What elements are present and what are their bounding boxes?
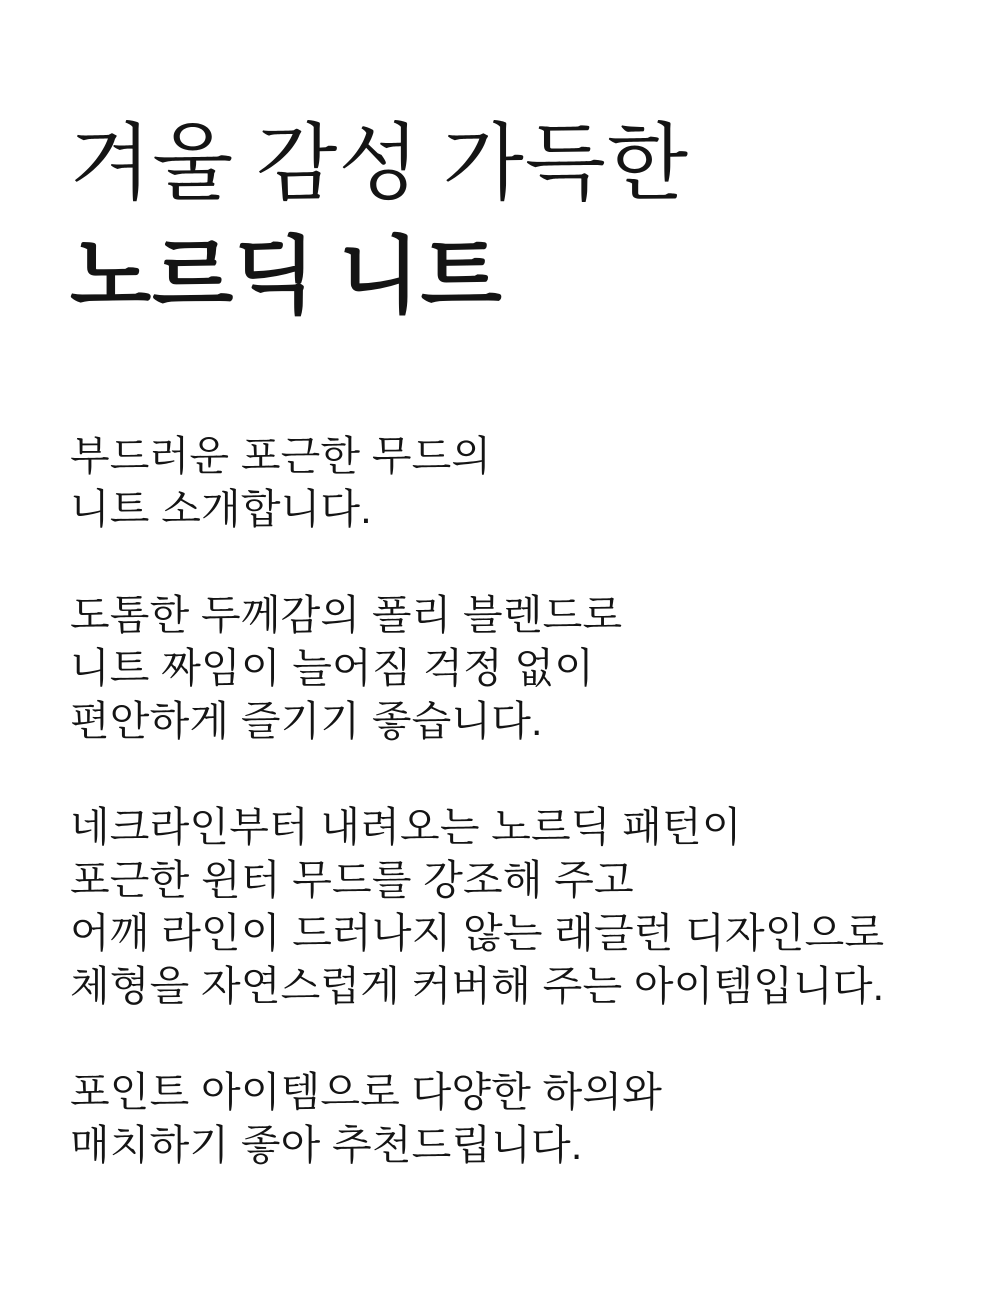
product-description-text xyxy=(70,430,970,1172)
text-line: 부드러운 포근한 무드의 xyxy=(70,433,492,479)
text-line: 체형을 자연스럽게 커버해 주는 아이템입니다. xyxy=(70,963,885,1009)
text-line: 편안하게 즐기기 좋습니다. xyxy=(70,698,543,744)
text-line: 매치하기 좋아 추천드립니다. xyxy=(70,1122,583,1168)
paragraph-intro xyxy=(70,430,970,536)
page-title xyxy=(70,108,970,334)
text-line: 어깨 라인이 드러나지 않는 래글런 디자인으로 xyxy=(70,910,885,956)
text-line: 니트 소개합니다. xyxy=(70,486,372,532)
text-line: 포인트 아이템으로 다양한 하의와 xyxy=(70,1069,663,1115)
paragraph-design xyxy=(70,801,970,1013)
title-line-2: 노르딕 니트 xyxy=(70,231,503,324)
text-line: 니트 짜임이 늘어짐 걱정 없이 xyxy=(70,645,595,691)
text-line: 도톰한 두께감의 폴리 블렌드로 xyxy=(70,592,623,638)
text-line: 포근한 윈터 무드를 강조해 주고 xyxy=(70,857,634,903)
paragraph-styling xyxy=(70,1066,970,1172)
paragraph-fabric xyxy=(70,589,970,748)
title-line-1: 겨울 감성 가득한 xyxy=(70,118,690,211)
text-line: 네크라인부터 내려오는 노르딕 패턴이 xyxy=(70,804,742,850)
